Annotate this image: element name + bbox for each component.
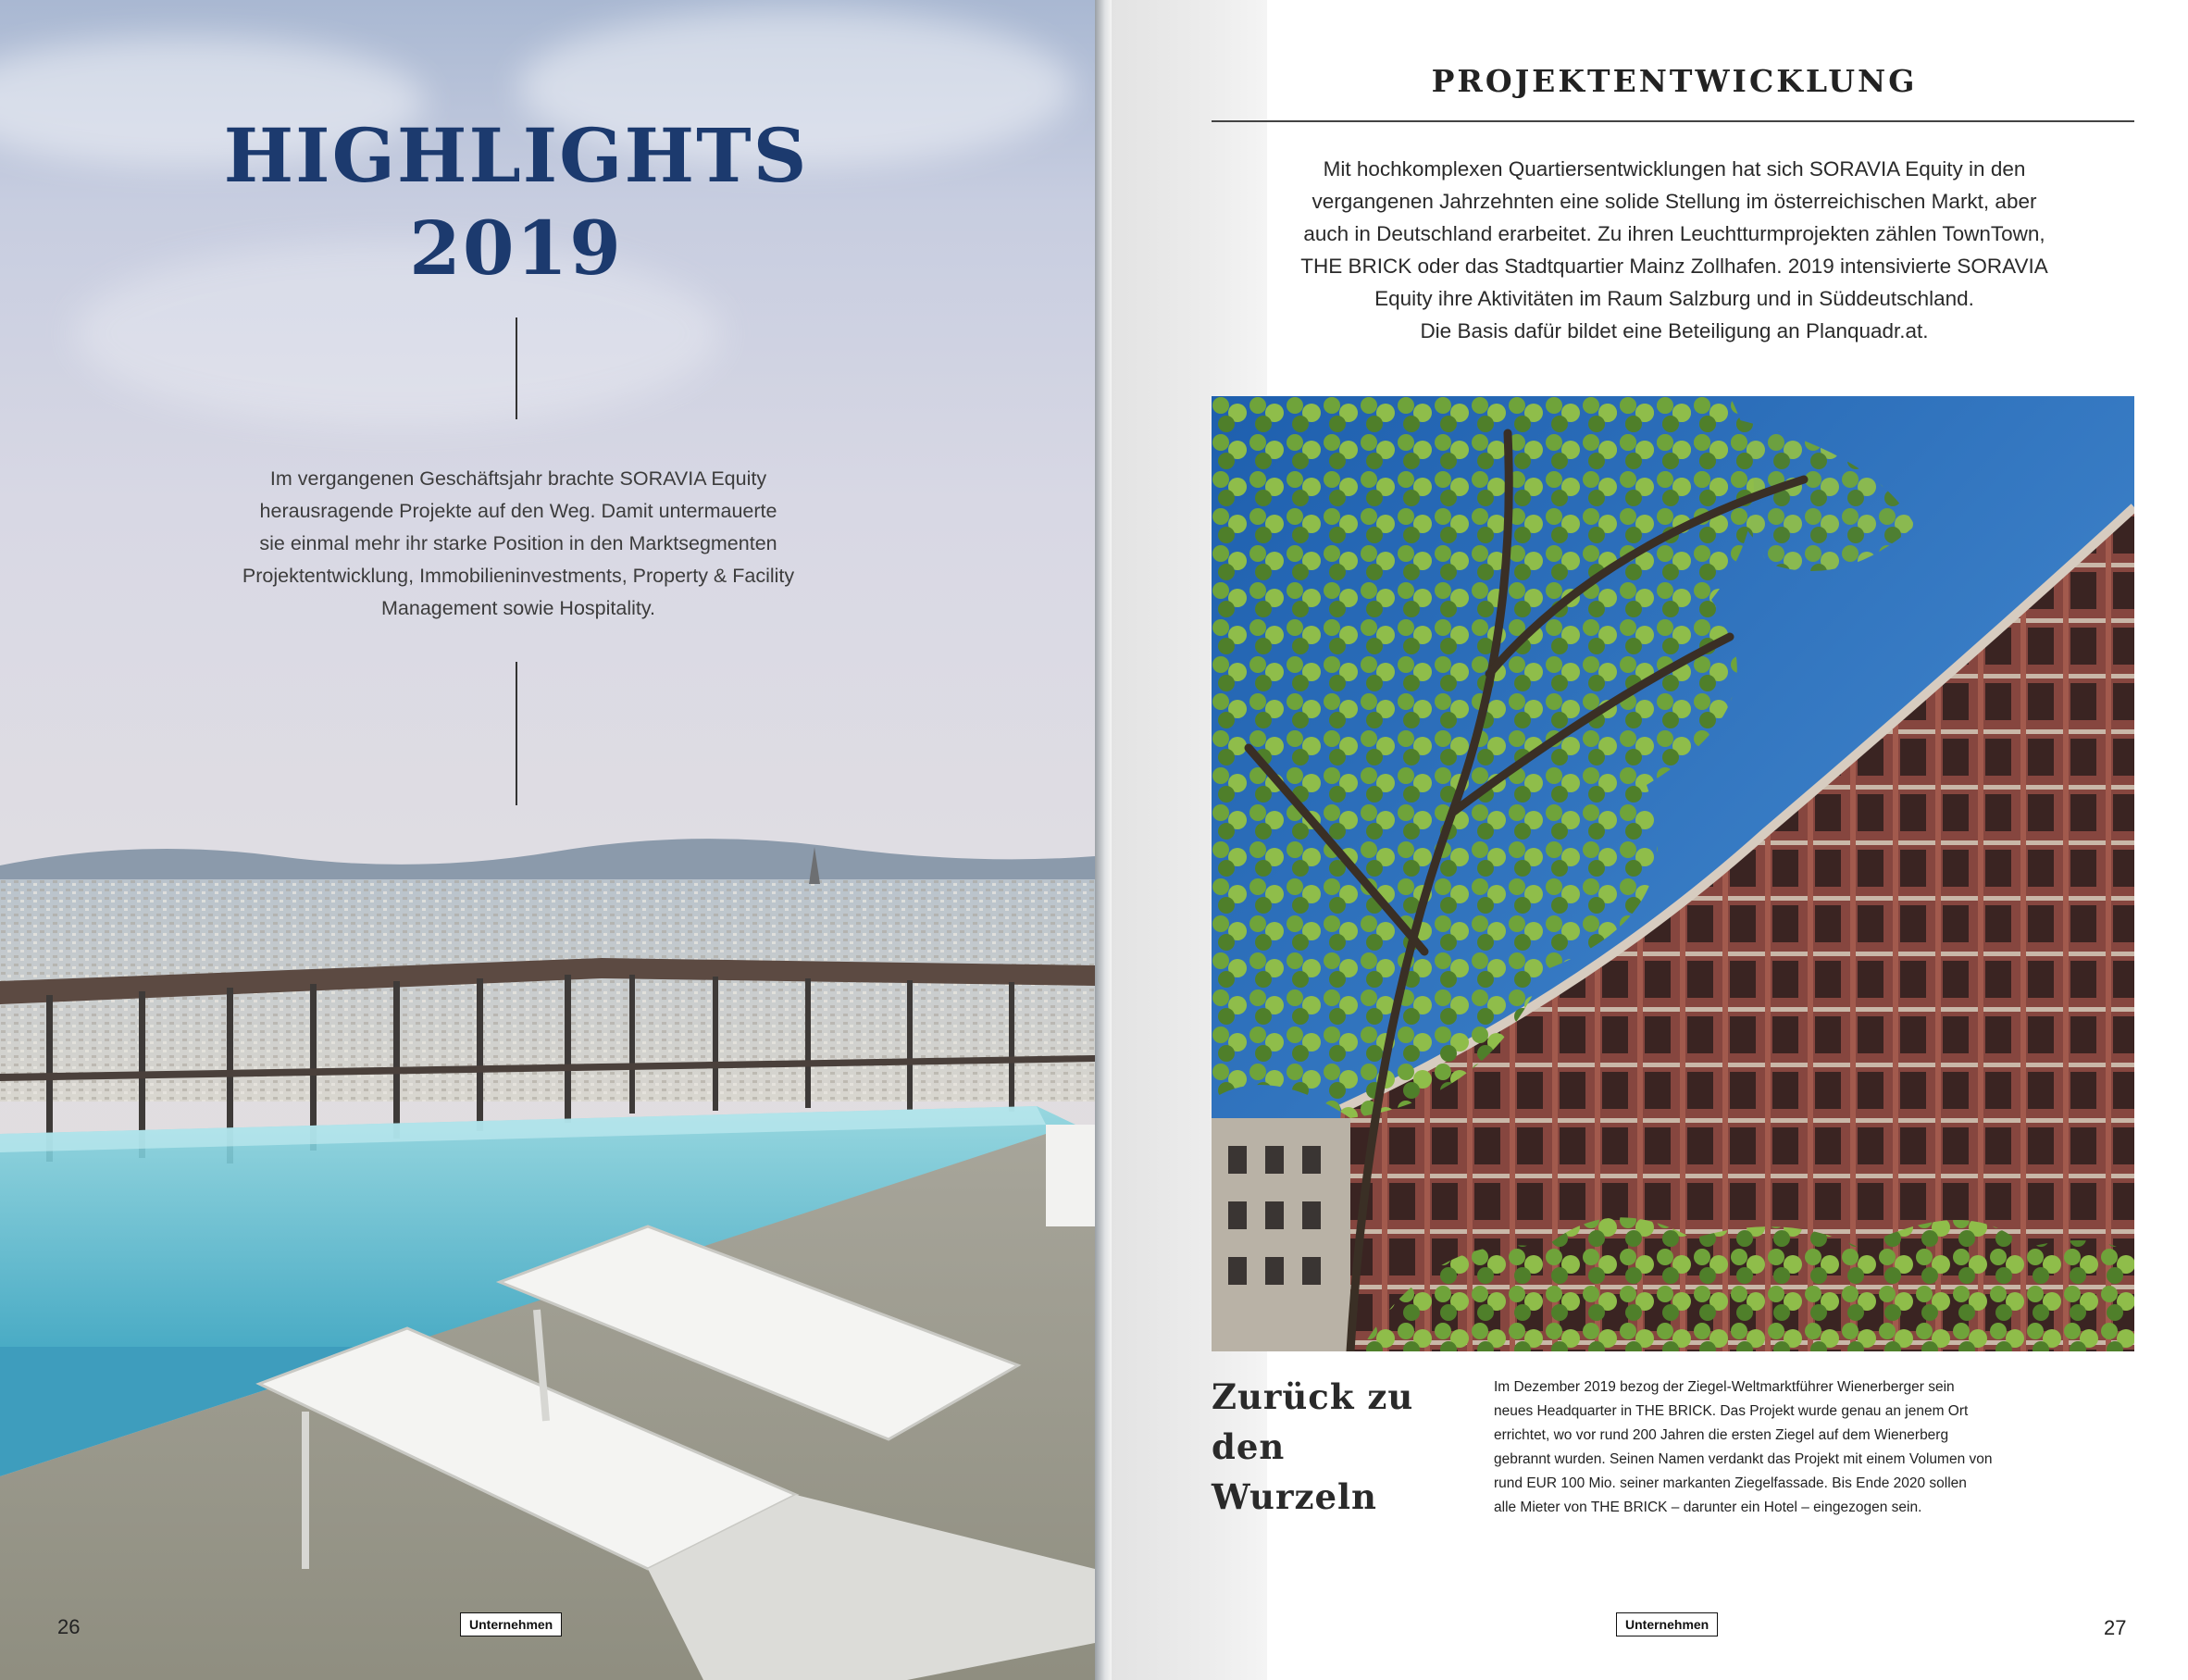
title-line-1: HIGHLIGHTS: [223, 112, 809, 199]
body-line: neues Headquarter in THE BRICK. Das Projekt wurde genau an jenem Ort: [1494, 1403, 1969, 1419]
lead-line: Equity ihre Aktivitäten im Raum Salzburg und in Süddeutschland.: [1374, 287, 1974, 310]
the-brick-illustration: [1212, 396, 2134, 1351]
rooftop-pool-photo: [0, 828, 1095, 1680]
title-line-2: 2019: [409, 205, 623, 292]
lead-line: THE BRICK oder das Stadtquartier Mainz Zollhafen. 2019 intensivierte SORAVIA: [1300, 255, 2048, 278]
lead-line: vergangenen Jahrzehnten eine solide Stellung im österreichischen Markt, aber: [1312, 190, 2037, 213]
intro-line: sie einmal mehr ihr starke Position in den Marktsegmenten: [259, 532, 777, 554]
section-tag-left: Unternehmen: [460, 1612, 562, 1636]
book-spine: [1095, 0, 1112, 1680]
body-line: errichtet, wo vor rund 200 Jahren die ersten Ziegel auf dem Wienerberg: [1494, 1427, 1949, 1443]
body-line: Im Dezember 2019 bezog der Ziegel-Weltmarktführer Wienerberger sein: [1494, 1379, 1955, 1395]
body-line: alle Mieter von THE BRICK – darunter ein Hotel – eingezogen sein.: [1494, 1500, 1922, 1515]
body-line: gebrannt wurden. Seinen Namen verdankt das Projekt mit einem Volumen von: [1494, 1451, 1993, 1467]
lead-paragraph: [1230, 153, 2119, 347]
section-tag-right: Unternehmen: [1616, 1612, 1718, 1636]
page-number-right: 27: [2104, 1616, 2127, 1639]
heading-rule: [1212, 120, 2134, 122]
section-heading: PROJEKTENTWICKLUNG: [1431, 63, 1918, 99]
intro-line: Im vergangenen Geschäftsjahr brachte SORAVIA Equity: [269, 467, 767, 490]
highlights-title: [0, 109, 1032, 294]
intro-line: Management sowie Hospitality.: [381, 597, 655, 619]
article-subheading: [1212, 1372, 1452, 1522]
divider-line-bottom: [516, 662, 517, 805]
body-line: rund EUR 100 Mio. seiner markanten Ziegelfassade. Bis Ende 2020 sollen: [1494, 1475, 1967, 1491]
intro-line: Projektentwicklung, Immobilieninvestments, Property & Facility: [242, 565, 795, 587]
rooftop-pool-illustration: [0, 828, 1095, 1680]
right-page: [1112, 0, 2188, 1680]
lead-line: Mit hochkomplexen Quartiersentwicklungen hat sich SORAVIA Equity in den: [1323, 157, 2026, 180]
divider-line-top: [516, 317, 517, 419]
intro-paragraph: [176, 463, 861, 625]
lead-line: auch in Deutschland erarbeitet. Zu ihren Leuchtturmprojekten zählen TownTown,: [1303, 222, 2045, 245]
lead-line: Die Basis dafür bildet eine Beteiligung an Planquadr.at.: [1420, 319, 1929, 342]
page-number-left: 26: [57, 1615, 81, 1638]
article-body: [1494, 1375, 2013, 1520]
intro-line: herausragende Projekte auf den Weg. Damit untermauerte: [259, 500, 777, 522]
subheading-line-2: den Wurzeln: [1212, 1426, 1377, 1517]
subheading-line-1: Zurück zu: [1212, 1376, 1414, 1417]
the-brick-photo: [1212, 396, 2134, 1351]
